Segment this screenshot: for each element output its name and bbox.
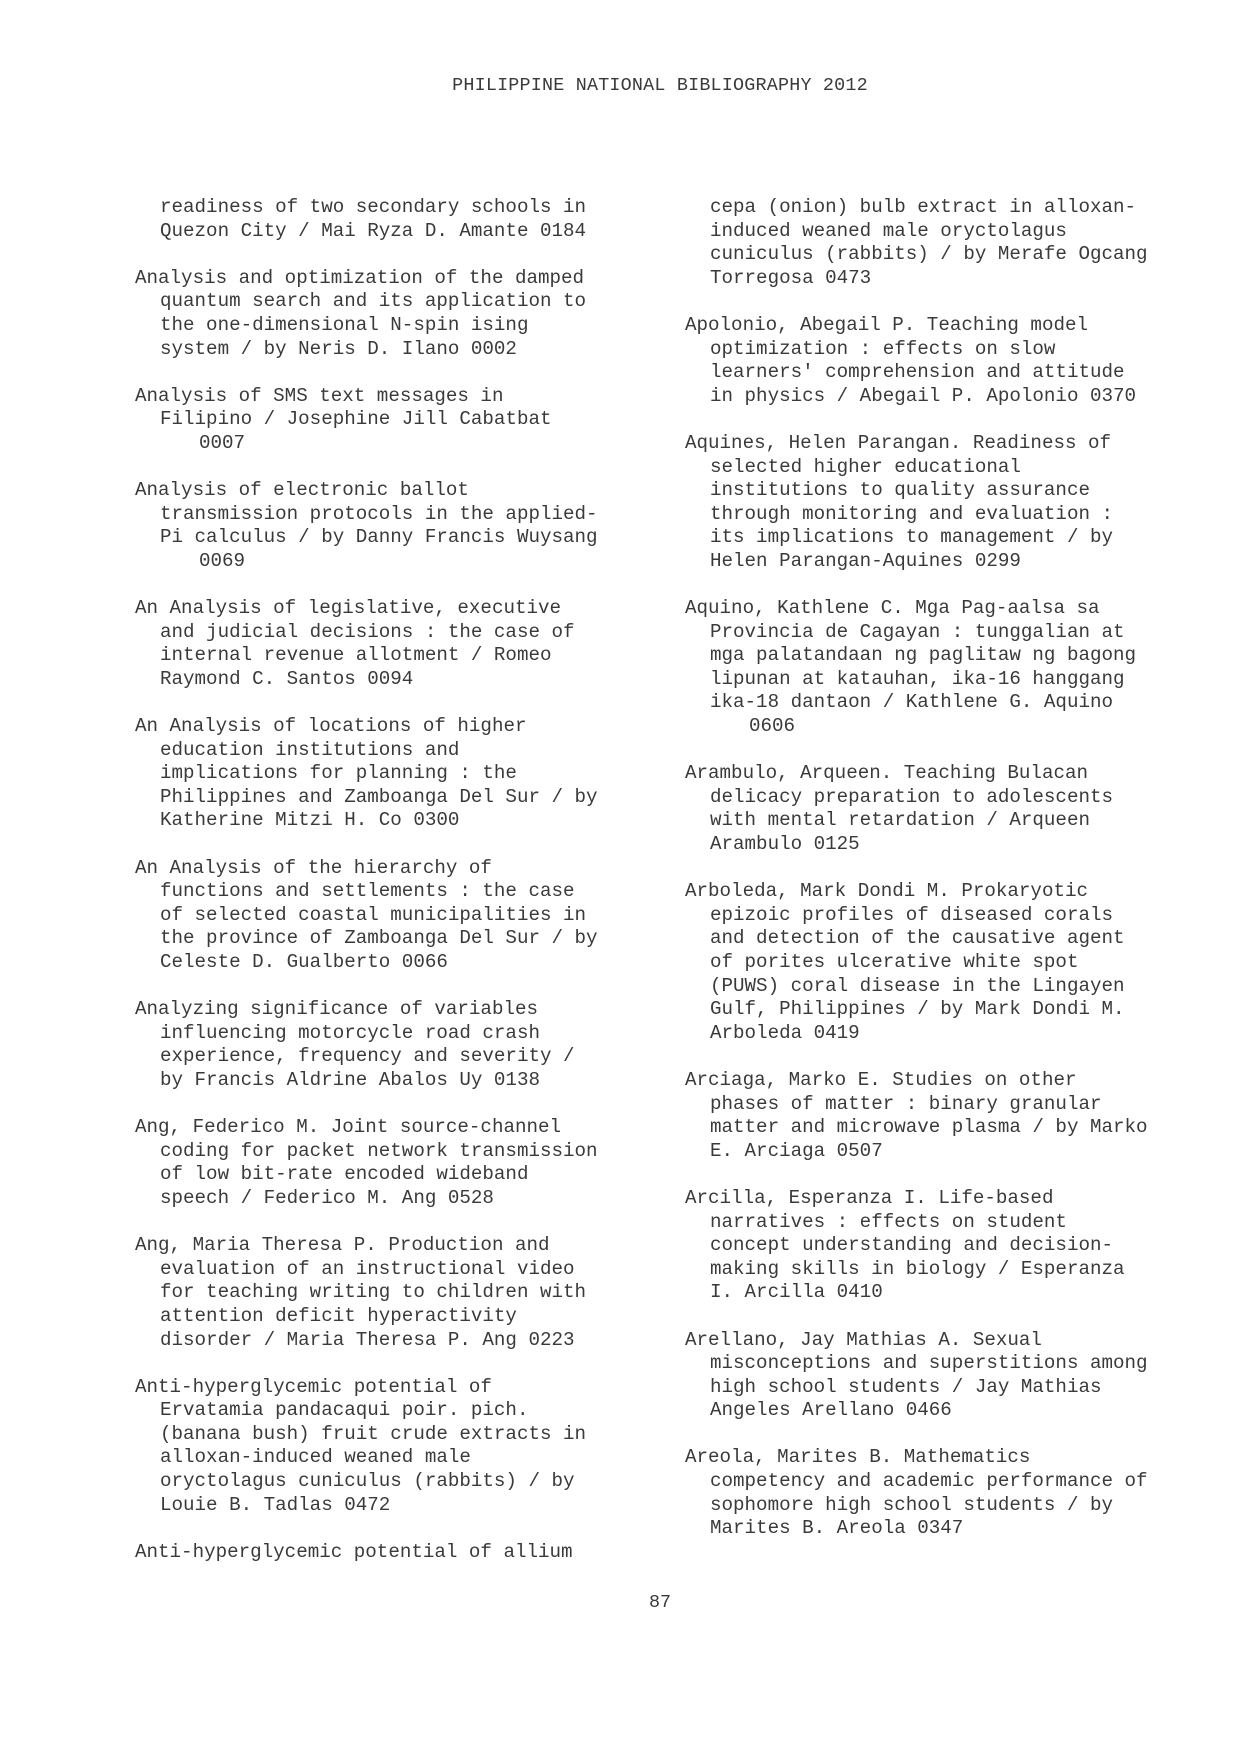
entry-line: implications for planning : the xyxy=(160,762,517,785)
entry-line: Torregosa 0473 xyxy=(710,266,872,289)
bibliography-entry xyxy=(135,857,665,975)
entry-line: Angeles Arellano 0466 xyxy=(710,1399,952,1422)
entry-line: alloxan-induced weaned male xyxy=(160,1446,471,1469)
entry-line: An Analysis of legislative, executive xyxy=(135,597,562,620)
entry-line: its implications to management / by xyxy=(710,526,1114,549)
entry-line: learners' comprehension and attitude xyxy=(710,361,1125,384)
entry-line: E. Arciaga 0507 xyxy=(710,1139,883,1162)
entry-line: institutions to quality assurance xyxy=(710,479,1090,502)
entry-line: epizoic profiles of diseased corals xyxy=(710,903,1114,926)
bibliography-entry xyxy=(685,762,1215,856)
entry-line: of porites ulcerative white spot xyxy=(710,951,1079,973)
entry-line: Arambulo, Arqueen. Teaching Bulacan xyxy=(685,762,1089,785)
entry-line: Ang, Federico M. Joint source-channel xyxy=(135,1116,562,1139)
bibliography-entry xyxy=(135,1541,665,1565)
bibliography-entry xyxy=(685,1069,1215,1163)
entry-line: system / by Neris D. Ilano 0002 xyxy=(160,337,517,360)
entry-line: and judicial decisions : the case of xyxy=(160,620,575,643)
entry-line: Raymond C. Santos 0094 xyxy=(160,667,414,690)
entry-line: for teaching writing to children with xyxy=(160,1281,587,1304)
bibliography-entry xyxy=(685,1187,1215,1305)
entry-line: Areola, Marites B. Mathematics xyxy=(685,1446,1031,1469)
entry-line: (PUWS) coral disease in the Lingayen xyxy=(710,974,1125,997)
entry-line: high school students / Jay Mathias xyxy=(710,1375,1102,1398)
bibliography-entry xyxy=(685,314,1215,408)
entry-line: Filipino / Josephine Jill Cabatbat xyxy=(160,408,552,431)
entry-line: of low bit-rate encoded wideband xyxy=(160,1163,529,1186)
bibliography-entry xyxy=(685,196,1215,290)
entry-line: Arambulo 0125 xyxy=(710,833,860,856)
entry-line: Aquines, Helen Parangan. Readiness of xyxy=(685,431,1112,454)
entry-line: Arcilla, Esperanza I. Life-based xyxy=(685,1186,1054,1209)
entry-line: Philippines and Zamboanga Del Sur / by xyxy=(160,785,598,808)
bibliography-entry xyxy=(135,998,665,1092)
entry-line: Apolonio, Abegail P. Teaching model xyxy=(685,313,1089,336)
entry-line: speech / Federico M. Ang 0528 xyxy=(160,1186,494,1209)
entry-line: and detection of the causative agent xyxy=(710,927,1125,950)
entry-line: Analyzing significance of variables xyxy=(135,998,539,1021)
entry-line: Anti-hyperglycemic potential of allium xyxy=(135,1540,573,1563)
entry-line: education institutions and xyxy=(160,738,460,761)
entry-line: by Francis Aldrine Abalos Uy 0138 xyxy=(160,1068,540,1091)
entry-line: cepa (onion) bulb extract in alloxan- xyxy=(710,196,1137,218)
entry-line: Katherine Mitzi H. Co 0300 xyxy=(160,809,460,832)
entry-line: of selected coastal municipalities in xyxy=(160,903,587,926)
entry-line: sophomore high school students / by xyxy=(710,1493,1114,1516)
entry-line: optimization : effects on slow xyxy=(710,337,1056,360)
entry-line: An Analysis of the hierarchy of xyxy=(135,856,492,879)
entry-line: making skills in biology / Esperanza xyxy=(710,1257,1125,1280)
entry-line: 0606 xyxy=(749,715,796,738)
entry-line: transmission protocols in the applied- xyxy=(160,502,598,525)
entry-line: evaluation of an instructional video xyxy=(160,1257,575,1280)
entry-line: influencing motorcycle road crash xyxy=(160,1021,540,1044)
entry-line: Provincia de Cagayan : tunggalian at xyxy=(710,620,1125,643)
entry-line: ika-18 dantaon / Kathlene G. Aquino xyxy=(710,691,1114,714)
entry-line: I. Arcilla 0410 xyxy=(710,1281,883,1304)
entry-line: competency and academic performance of xyxy=(710,1470,1148,1493)
entry-line: quantum search and its application to xyxy=(160,290,587,313)
page-number: 87 xyxy=(648,1592,672,1613)
left-column xyxy=(135,196,665,1588)
entry-line: Arellano, Jay Mathias A. Sexual xyxy=(685,1328,1042,1351)
entry-line: functions and settlements : the case xyxy=(160,880,575,903)
entry-line: An Analysis of locations of higher xyxy=(135,715,527,738)
bibliography-entry xyxy=(135,1116,665,1210)
entry-line: cuniculus (rabbits) / by Merafe Ogcang xyxy=(710,243,1148,266)
bibliography-entry xyxy=(135,1234,665,1352)
bibliography-entry xyxy=(685,880,1215,1045)
entry-line: readiness of two secondary schools in xyxy=(160,196,587,218)
entry-line: with mental retardation / Arqueen xyxy=(710,809,1090,832)
entry-line: Ervatamia pandacaqui poir. pich. xyxy=(160,1399,529,1422)
bibliography-entry xyxy=(685,1446,1215,1540)
entry-line: concept understanding and decision- xyxy=(710,1234,1114,1257)
entry-line: the province of Zamboanga Del Sur / by xyxy=(160,927,598,950)
entry-line: oryctolagus cuniculus (rabbits) / by xyxy=(160,1470,575,1493)
bibliography-entry xyxy=(685,1329,1215,1423)
entry-line: Helen Parangan-Aquines 0299 xyxy=(710,549,1021,572)
entry-line: misconceptions and superstitions among xyxy=(710,1352,1148,1375)
entry-line: Arboleda, Mark Dondi M. Prokaryotic xyxy=(685,880,1089,903)
entry-line: 0069 xyxy=(199,549,246,572)
entry-line: Gulf, Philippines / by Mark Dondi M. xyxy=(710,998,1125,1021)
bibliography-entry xyxy=(135,196,665,243)
entry-line: internal revenue allotment / Romeo xyxy=(160,644,552,667)
entry-line: Louie B. Tadlas 0472 xyxy=(160,1493,391,1516)
entry-line: Marites B. Areola 0347 xyxy=(710,1517,964,1540)
right-column xyxy=(685,196,1215,1564)
entry-line: (banana bush) fruit crude extracts in xyxy=(160,1422,587,1445)
entry-line: disorder / Maria Theresa P. Ang 0223 xyxy=(160,1328,575,1351)
entry-line: in physics / Abegail P. Apolonio 0370 xyxy=(710,384,1137,407)
entry-line: Analysis of SMS text messages in xyxy=(135,384,504,407)
entry-line: induced weaned male oryctolagus xyxy=(710,219,1067,242)
entry-line: Quezon City / Mai Ryza D. Amante 0184 xyxy=(160,219,587,242)
bibliography-entry xyxy=(135,715,665,833)
entry-line: Celeste D. Gualberto 0066 xyxy=(160,951,448,973)
entry-line: narratives : effects on student xyxy=(710,1210,1067,1233)
entry-line: attention deficit hyperactivity xyxy=(160,1304,517,1327)
entry-line: mga palatandaan ng paglitaw ng bagong xyxy=(710,644,1137,667)
entry-line: Arciaga, Marko E. Studies on other xyxy=(685,1068,1077,1091)
bibliography-entry xyxy=(135,597,665,691)
entry-line: matter and microwave plasma / by Marko xyxy=(710,1116,1148,1139)
entry-line: coding for packet network transmission xyxy=(160,1139,598,1162)
entry-line: the one-dimensional N-spin ising xyxy=(160,313,529,336)
entry-line: 0007 xyxy=(199,431,246,454)
page-header: PHILIPPINE NATIONAL BIBLIOGRAPHY 2012 xyxy=(452,75,868,96)
entry-line: lipunan at katauhan, ika-16 hanggang xyxy=(710,667,1125,690)
entry-line: through monitoring and evaluation : xyxy=(710,502,1114,525)
entry-line: Ang, Maria Theresa P. Production and xyxy=(135,1234,550,1257)
entry-line: delicacy preparation to adolescents xyxy=(710,785,1114,808)
entry-line: Pi calculus / by Danny Francis Wuysang xyxy=(160,526,598,549)
bibliography-entry xyxy=(685,432,1215,574)
entry-line: Analysis of electronic ballot xyxy=(135,479,469,502)
entry-line: Arboleda 0419 xyxy=(710,1021,860,1044)
entry-line: selected higher educational xyxy=(710,455,1021,478)
entry-line: experience, frequency and severity / xyxy=(160,1045,575,1068)
entry-line: Analysis and optimization of the damped xyxy=(135,266,585,289)
bibliography-entry xyxy=(135,267,665,361)
entry-line: Aquino, Kathlene C. Mga Pag-aalsa sa xyxy=(685,597,1100,620)
bibliography-entry xyxy=(685,597,1215,739)
bibliography-entry xyxy=(135,1376,665,1518)
entry-line: Anti-hyperglycemic potential of xyxy=(135,1375,492,1398)
bibliography-entry xyxy=(135,385,665,456)
bibliography-entry xyxy=(135,479,665,573)
entry-line: phases of matter : binary granular xyxy=(710,1092,1102,1115)
